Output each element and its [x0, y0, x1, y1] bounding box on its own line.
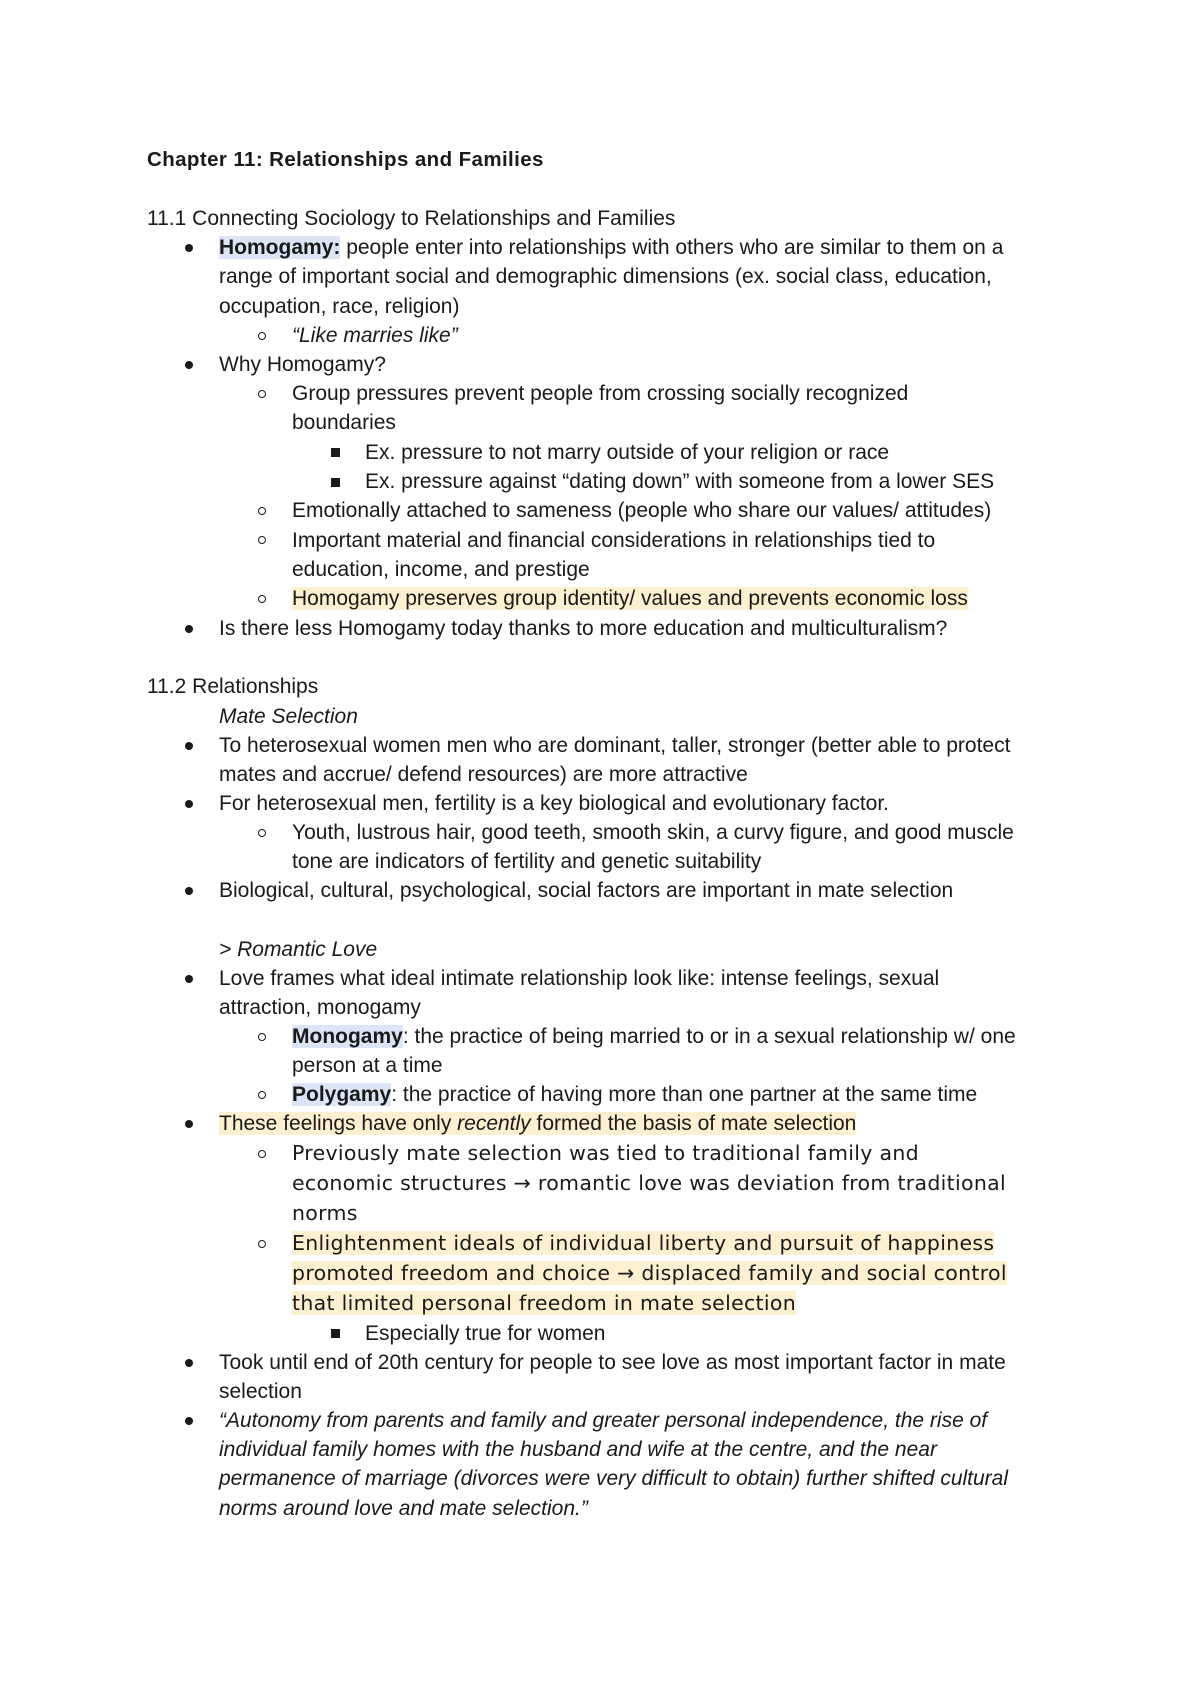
emotional-attachment-item: Emotionally attached to sameness (people who share our values/ attitudes) — [292, 499, 992, 522]
autonomy-quote: individual family homes with the husband and wife at the centre, and the near — [219, 1438, 937, 1461]
polygamy-definition — [292, 1080, 977, 1109]
square-bullet-icon — [331, 448, 340, 457]
bullet-icon — [185, 361, 193, 369]
group-pressures-item: Group pressures prevent people from crossing socially recognized — [292, 382, 909, 405]
bullet-icon — [185, 625, 193, 633]
previously-item: Previously mate selection was tied to traditional family and — [292, 1141, 919, 1165]
section-heading-11-1: 11.1 Connecting Sociology to Relationships and Families — [147, 207, 676, 230]
polygamy-definition-text: : the practice of having more than one partner at the same time — [391, 1083, 978, 1106]
homogamy-definition-line: occupation, race, religion) — [219, 295, 460, 318]
term-monogamy: Monogamy — [292, 1025, 403, 1048]
bullet-icon — [185, 1417, 193, 1425]
autonomy-quote: permanence of marriage (divorces were very difficult to obtain) further shifted cultural — [219, 1467, 1009, 1490]
term-homogamy: Homogamy: — [219, 236, 341, 259]
highlighted-text: that limited personal freedom in mate selection — [292, 1291, 797, 1315]
hollow-bullet-icon — [258, 507, 266, 515]
text-part: These feelings have only — [219, 1112, 458, 1135]
bullet-icon — [185, 742, 193, 750]
highlighted-text: Homogamy preserves group identity/ values and prevents economic loss — [292, 587, 968, 610]
love-frames-item: attraction, monogamy — [219, 996, 421, 1019]
hollow-bullet-icon — [258, 1091, 266, 1099]
fertility-indicators-item: tone are indicators of fertility and genetic suitability — [292, 850, 762, 873]
autonomy-quote: “Autonomy from parents and family and greater personal independence, the rise of — [219, 1409, 988, 1432]
highlighted-text: promoted freedom and choice → displaced family and social control — [292, 1261, 1007, 1285]
enlightenment-item — [292, 1289, 796, 1318]
monogamy-definition — [292, 1022, 1016, 1051]
factors-item: Biological, cultural, psychological, social factors are important in mate selection — [219, 879, 954, 902]
homogamy-definition-line — [219, 233, 1003, 262]
monogamy-definition-text: : the practice of being married to or in a sexual relationship w/ one — [402, 1025, 1016, 1048]
emphasis-text: recently — [457, 1112, 531, 1135]
heterosexual-women-item: mates and accrue/ defend resources) are more attractive — [219, 763, 748, 786]
hollow-bullet-icon — [258, 1150, 266, 1158]
previously-item: economic structures → romantic love was deviation from traditional — [292, 1171, 1007, 1195]
preserves-identity-item — [292, 584, 968, 613]
autonomy-quote: norms around love and mate selection.” — [219, 1497, 588, 1520]
less-homogamy-question: Is there less Homogamy today thanks to more education and multiculturalism? — [219, 617, 948, 640]
example-religion-race: Ex. pressure to not marry outside of your religion or race — [365, 441, 890, 464]
fertility-indicators-item: Youth, lustrous hair, good teeth, smooth skin, a curvy figure, and good muscle — [292, 821, 1014, 844]
text-part: formed the basis of mate selection — [530, 1112, 857, 1135]
bullet-icon — [185, 1359, 193, 1367]
like-marries-like-quote: “Like marries like” — [292, 324, 458, 347]
monogamy-definition: person at a time — [292, 1054, 443, 1077]
especially-women-item: Especially true for women — [365, 1322, 606, 1345]
homogamy-definition-line: range of important social and demographic dimensions (ex. social class, education, — [219, 265, 992, 288]
love-frames-item: Love frames what ideal intimate relationship look like: intense feelings, sexual — [219, 967, 940, 990]
hollow-bullet-icon — [258, 332, 266, 340]
previously-item: norms — [292, 1201, 358, 1225]
page-title: Chapter 11: Relationships and Families — [147, 148, 544, 171]
hollow-bullet-icon — [258, 829, 266, 837]
recent-basis-item — [219, 1109, 856, 1138]
bullet-icon — [185, 1120, 193, 1128]
heterosexual-men-item: For heterosexual men, fertility is a key biological and evolutionary factor. — [219, 792, 890, 815]
material-considerations-item: Important material and financial considerations in relationships tied to — [292, 529, 936, 552]
subheading-mate-selection: Mate Selection — [219, 705, 358, 728]
twentieth-century-item: selection — [219, 1380, 302, 1403]
hollow-bullet-icon — [258, 536, 266, 544]
section-heading-11-2: 11.2 Relationships — [147, 675, 319, 698]
term-polygamy: Polygamy — [292, 1083, 392, 1106]
highlighted-text — [219, 1112, 856, 1135]
hollow-bullet-icon — [258, 595, 266, 603]
bullet-icon — [185, 975, 193, 983]
enlightenment-item — [292, 1259, 1007, 1288]
group-pressures-item: boundaries — [292, 411, 396, 434]
material-considerations-item: education, income, and prestige — [292, 558, 590, 581]
twentieth-century-item: Took until end of 20th century for people to see love as most important factor in mate — [219, 1351, 1006, 1374]
heterosexual-women-item: To heterosexual women men who are dominant, taller, stronger (better able to protect — [219, 734, 1011, 757]
why-homogamy-item: Why Homogamy? — [219, 353, 386, 376]
hollow-bullet-icon — [258, 1240, 266, 1248]
hollow-bullet-icon — [258, 1033, 266, 1041]
homogamy-definition-text: people enter into relationships with others who are similar to them on a — [340, 236, 1004, 259]
enlightenment-item — [292, 1229, 994, 1258]
square-bullet-icon — [331, 478, 340, 487]
bullet-icon — [185, 800, 193, 808]
example-dating-down: Ex. pressure against “dating down” with someone from a lower SES — [365, 470, 995, 493]
square-bullet-icon — [331, 1329, 340, 1338]
bullet-icon — [185, 887, 193, 895]
hollow-bullet-icon — [258, 390, 266, 398]
bullet-icon — [185, 244, 193, 252]
subheading-romantic-love: > Romantic Love — [219, 938, 378, 961]
highlighted-text: Enlightenment ideals of individual liberty and pursuit of happiness — [292, 1231, 995, 1255]
